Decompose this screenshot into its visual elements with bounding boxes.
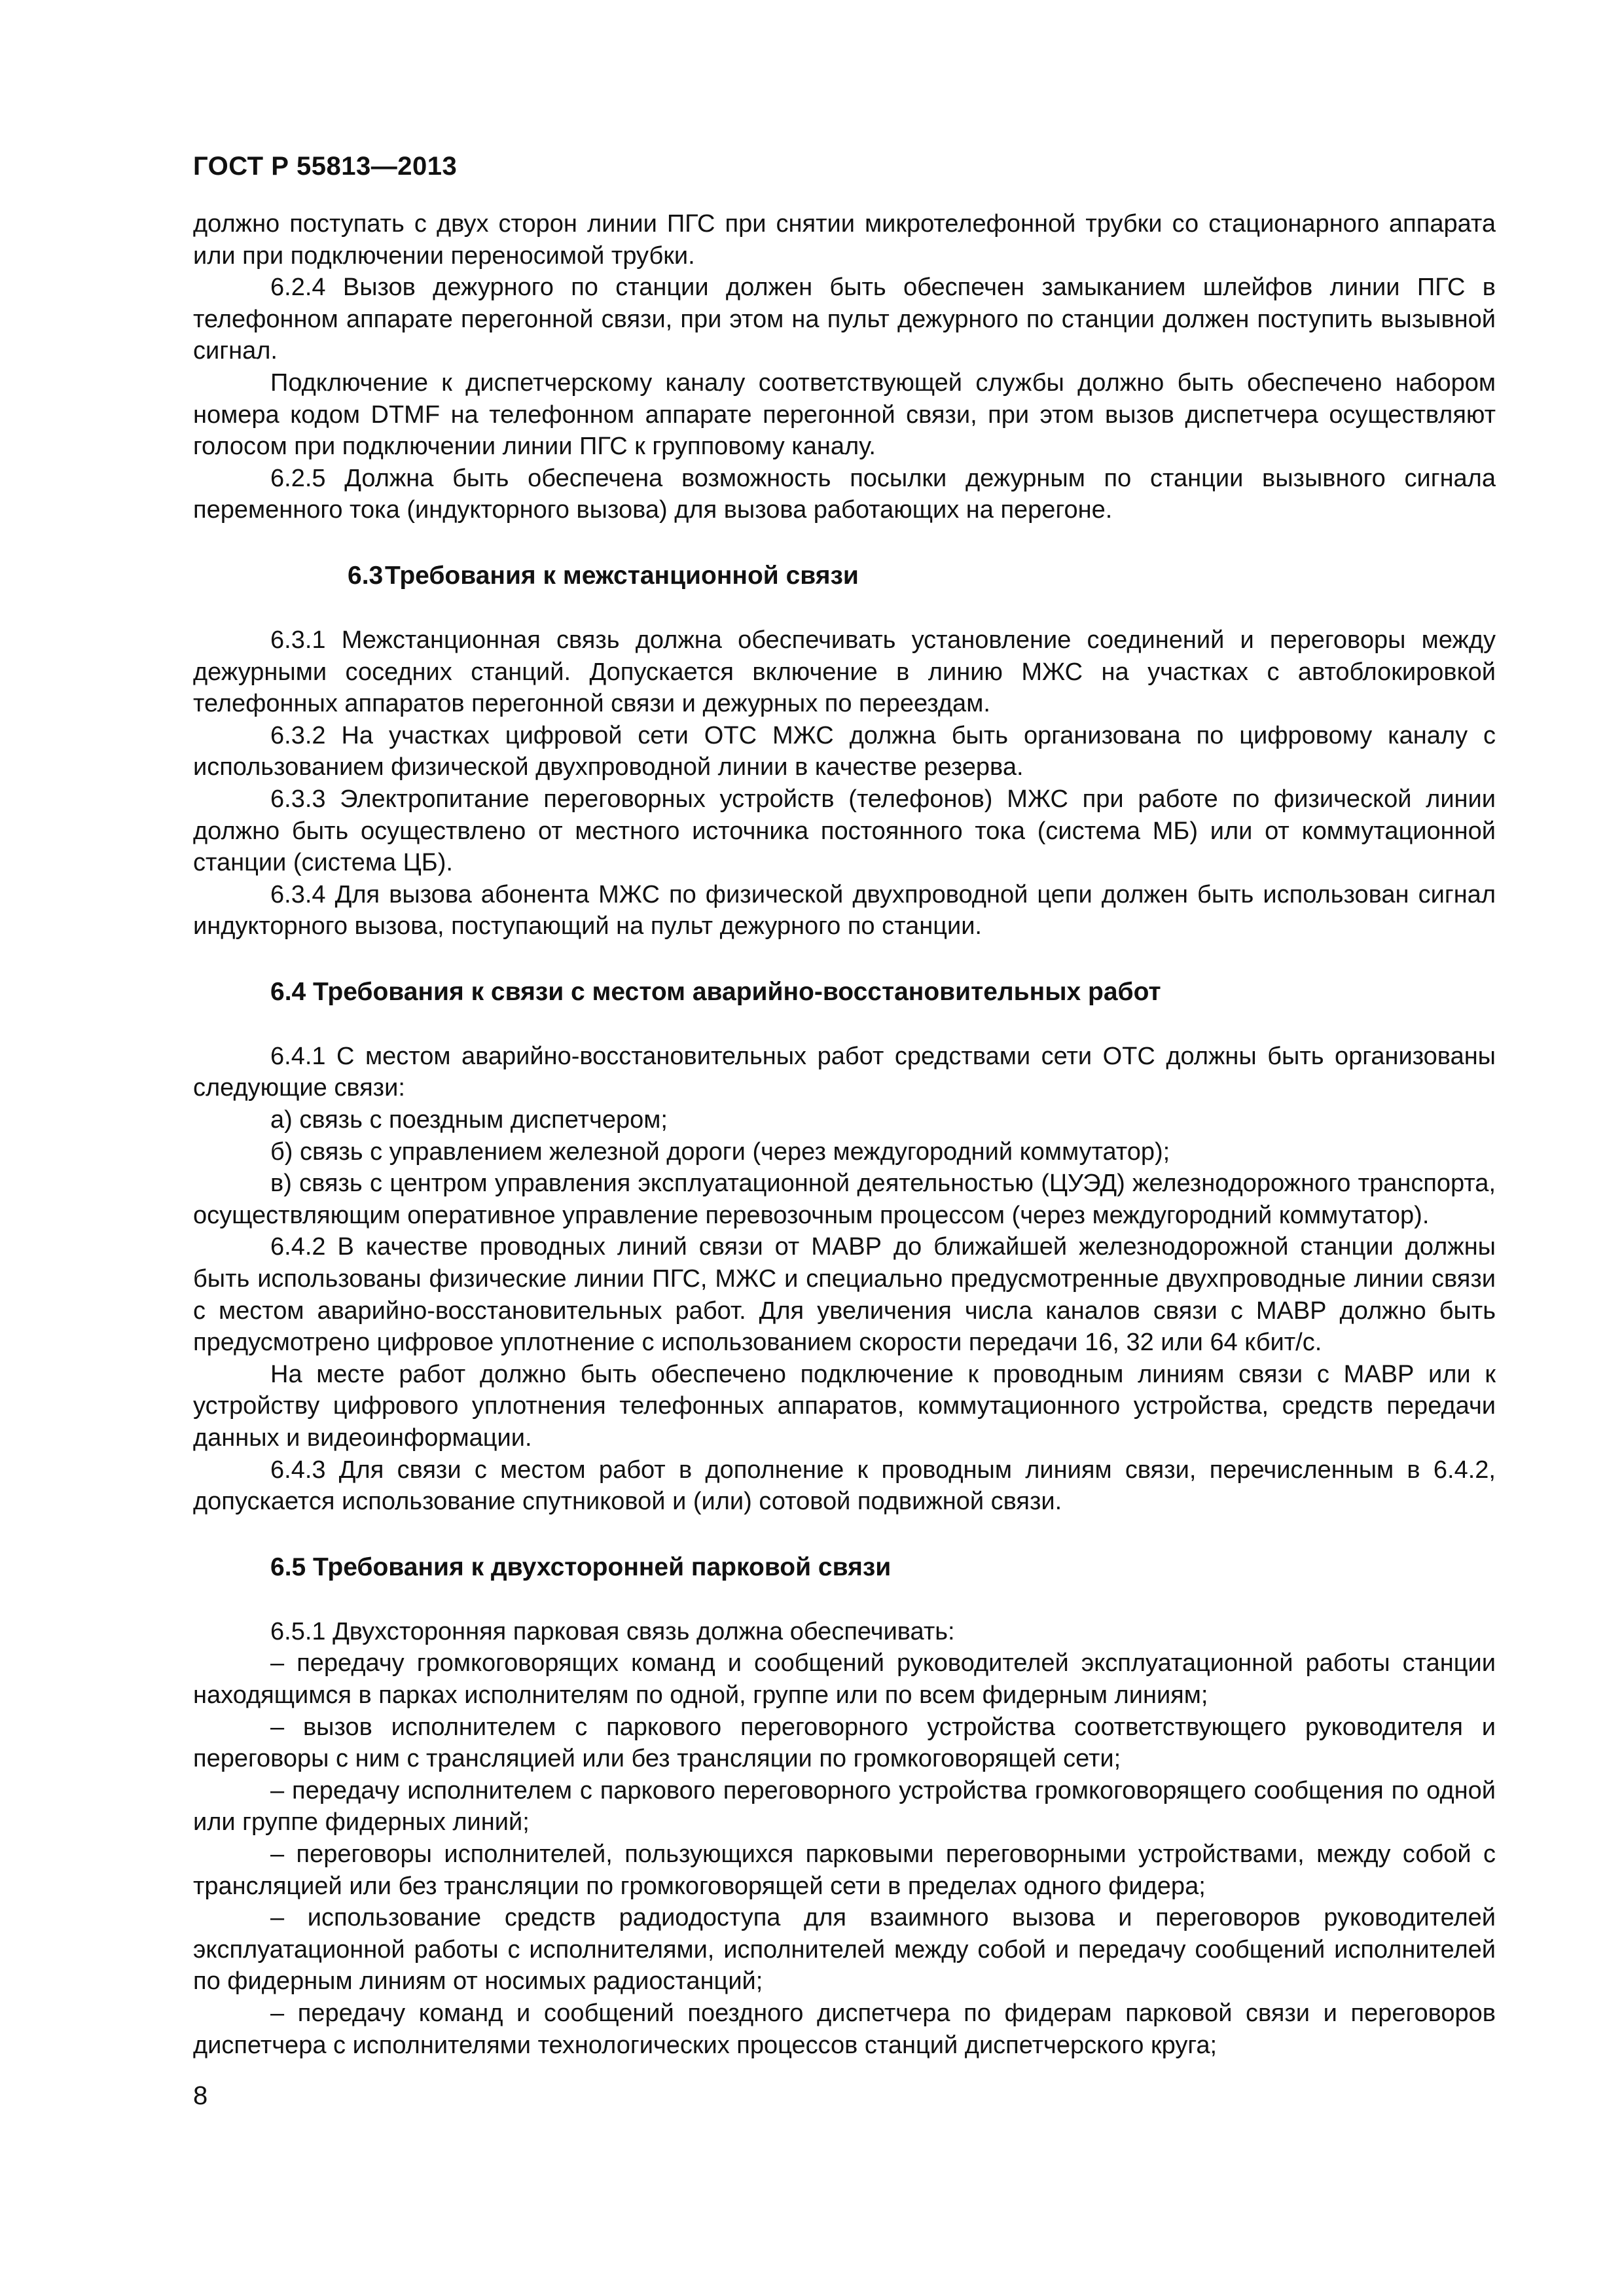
paragraph: 6.5.1 Двухсторонняя парковая связь должна обеспечивать: [270, 1617, 955, 1645]
paragraph: 6.3.4 Для вызова абонента МЖС по физической двухпроводной цепи должен быть использован сигнал индукторного вызова, поступающий на пульт дежурного по станции. [193, 880, 1496, 941]
paragraph: 6.2.5 Должна быть обеспечена возможность посылки дежурным по станции вызывного сигнала переменного тока (индукторного вызова) для вызова работающих на перегоне. [193, 464, 1496, 524]
paragraph: 6.4.3 Для связи с местом работ в дополнение к проводным линиям связи, перечисленным в 6.4.2, допускается использование спутниковой и (или) сотовой подвижной связи. [193, 1456, 1496, 1516]
page-number: 8 [193, 2081, 208, 2110]
section-title: 6.4 Требования к связи с местом аварийно-восстановительных работ [270, 977, 1161, 1006]
paragraph: 6.3.3 Электропитание переговорных устройств (телефонов) МЖС при работе по физической линии должно быть осуществлено от местного источника постоянного тока (система МБ) или от коммутационной станции (система ЦБ). [193, 785, 1496, 877]
paragraph: 6.3.1 Межстанционная связь должна обеспечивать установление соединений и переговоры между дежурными соседних станций. Допускается включение в линию МЖС на участках с автоблокировкой телефонных аппаратов перегонной связи и дежурных по переездам. [193, 626, 1496, 718]
paragraph: 6.3.2 На участках цифровой сети ОТС МЖС должна быть организована по цифровому каналу с использованием физической двухпроводной линии в качестве резерва. [193, 721, 1496, 781]
paragraph: – передачу команд и сообщений поездного диспетчера по фидерам парковой связи и переговоров диспетчера с исполнителями технологических процессов станций диспетчерского круга; [193, 1999, 1496, 2059]
document-body [193, 208, 1496, 2061]
paragraph: Подключение к диспетчерскому каналу соответствующей службы должно быть обеспечено набором номера кодом DTMF на телефонном аппарате перегонной связи, при этом вызов диспетчера осуществляют голосом при подключении линии ПГС к групповому каналу. [193, 368, 1496, 461]
paragraph: – вызов исполнителем с паркового переговорного устройства соответствующего руководителя и переговоры с ним с трансляцией или без трансляции по громкоговорящей сети; [193, 1713, 1496, 1773]
section-heading [193, 1552, 1496, 1583]
paragraph: – использование средств радиодоступа для взаимного вызова и переговоров руководителей эксплуатационной работы с исполнителями, исполнителей между собой и передачу сообщений исполнителей по фидерным линиям от носимых радиостанций; [193, 1904, 1496, 1996]
section-heading [193, 977, 1496, 1008]
paragraph: – передачу громкоговорящих команд и сообщений руководителей эксплуатационной работы станции находящимся в парках исполнителям по одной, группе или по всем фидерным линиям; [193, 1649, 1496, 1709]
section-heading [193, 560, 1496, 592]
paragraph: а) связь с поездным диспетчером; [270, 1106, 668, 1134]
paragraph: 6.2.4 Вызов дежурного по станции должен быть обеспечен замыканием шлейфов линии ПГС в телефонном аппарате перегонной связи, при этом на пульт дежурного по станции должен поступить вызывной сигнал. [193, 274, 1496, 365]
paragraph: должно поступать с двух сторон линии ПГС при снятии микротелефонной трубки со стационарного аппарата или при подключении переносимой трубки. [193, 210, 1496, 270]
section-number: 6.3 [348, 561, 384, 590]
paragraph: в) связь с центром управления эксплуатационной деятельностью (ЦУЭД) железнодорожного транспорта, осуществляющим оперативное управление перевозочным процессом (через междугородний коммутатор). [193, 1170, 1496, 1229]
paragraph: На месте работ должно быть обеспечено подключение к проводным линиям связи с МАВР или к устройству цифрового уплотнения телефонных аппаратов, коммутационного устройства, средств передачи данных и видеоинформации. [193, 1360, 1496, 1452]
paragraph: – передачу исполнителем с паркового переговорного устройства громкоговорящего сообщения по одной или группе фидерных линий; [193, 1776, 1496, 1837]
document-header: ГОСТ Р 55813—2013 [193, 152, 458, 181]
section-title: Требования к межстанционной связи [385, 561, 859, 590]
paragraph: 6.4.2 В качестве проводных линий связи от МАВР до ближайшей железнодорожной станции должны быть использованы физические линии ПГС, МЖС и специально предусмотренные двухпроводные линии связи с местом аварийно-восстановительных работ. Для увеличения числа каналов связи с МАВР должно быть предусмотрено цифровое уплотнение с использованием скорости передачи 16, 32 или 64 кбит/с. [193, 1233, 1496, 1357]
paragraph: – переговоры исполнителей, пользующихся парковыми переговорными устройствами, между собой с трансляцией или без трансляции по громкоговорящей сети в пределах одного фидера; [193, 1840, 1496, 1900]
paragraph: б) связь с управлением железной дороги (через междугородний коммутатор); [270, 1138, 1170, 1166]
section-title: 6.5 Требования к двухсторонней парковой связи [270, 1552, 892, 1581]
paragraph: 6.4.1 С местом аварийно-восстановительных работ средствами сети ОТС должны быть организованы следующие связи: [193, 1042, 1496, 1102]
